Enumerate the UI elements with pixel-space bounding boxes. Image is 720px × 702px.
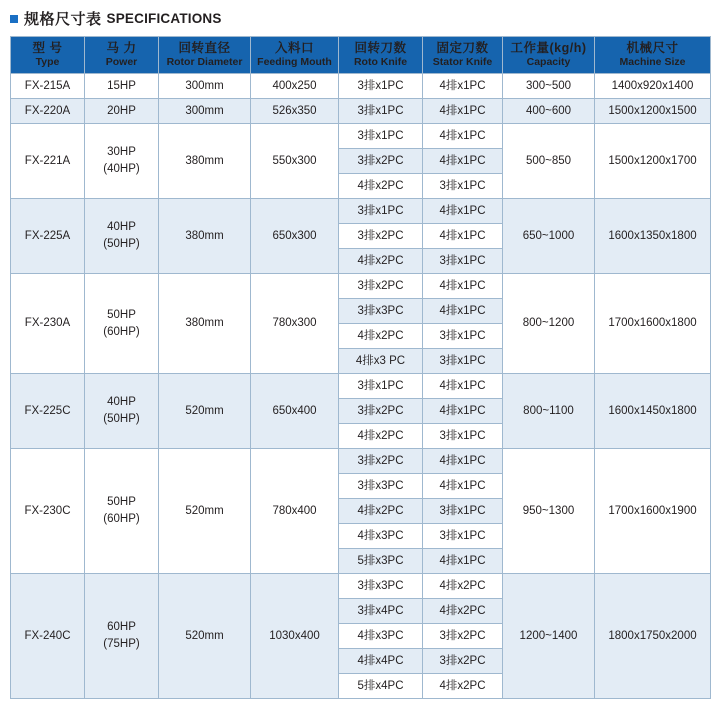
cell-roto-knife: 4排x4PC	[339, 649, 423, 674]
cell-roto-knife: 3排x2PC	[339, 449, 423, 474]
cell-roto-knife: 4排x2PC	[339, 499, 423, 524]
column-header-roto-knife-cn: 回转刀数	[354, 40, 407, 55]
cell-roto-knife: 5排x4PC	[339, 674, 423, 699]
table-row	[11, 74, 711, 99]
table-row	[11, 574, 711, 599]
cell-rotor-diameter: 300mm	[159, 99, 251, 124]
table-header-row	[11, 37, 711, 74]
cell-type: FX-230C	[11, 449, 85, 574]
cell-power: 50HP (60HP)	[85, 274, 159, 374]
cell-stator-knife: 4排x1PC	[423, 399, 503, 424]
page-title-cn: 规格尺寸表	[24, 11, 102, 28]
cell-feeding-mouth: 526x350	[251, 99, 339, 124]
table-row	[11, 274, 711, 299]
cell-roto-knife: 3排x1PC	[339, 124, 423, 149]
cell-power: 15HP	[85, 74, 159, 99]
cell-type: FX-215A	[11, 74, 85, 99]
column-header-machine-size	[595, 37, 711, 74]
cell-roto-knife: 4排x2PC	[339, 249, 423, 274]
cell-capacity: 1200~1400	[503, 574, 595, 699]
cell-rotor-diameter: 380mm	[159, 199, 251, 274]
cell-feeding-mouth: 780x300	[251, 274, 339, 374]
cell-rotor-diameter: 520mm	[159, 449, 251, 574]
table-body	[11, 74, 711, 699]
cell-capacity: 950~1300	[503, 449, 595, 574]
column-header-type-en: Type	[35, 56, 60, 69]
cell-stator-knife: 4排x1PC	[423, 374, 503, 399]
cell-roto-knife: 3排x2PC	[339, 399, 423, 424]
cell-stator-knife: 3排x1PC	[423, 349, 503, 374]
cell-feeding-mouth: 650x400	[251, 374, 339, 449]
cell-rotor-diameter: 520mm	[159, 574, 251, 699]
cell-stator-knife: 4排x1PC	[423, 274, 503, 299]
cell-roto-knife: 5排x3PC	[339, 549, 423, 574]
cell-type: FX-221A	[11, 124, 85, 199]
column-header-stator-knife	[423, 37, 503, 74]
cell-power: 60HP (75HP)	[85, 574, 159, 699]
table-header	[11, 37, 711, 74]
cell-stator-knife: 3排x1PC	[423, 174, 503, 199]
cell-feeding-mouth: 1030x400	[251, 574, 339, 699]
page-title-en: SPECIFICATIONS	[106, 11, 222, 26]
cell-stator-knife: 4排x1PC	[423, 474, 503, 499]
column-header-capacity-en: Capacity	[526, 56, 571, 69]
cell-stator-knife: 3排x2PC	[423, 649, 503, 674]
cell-machine-size: 1500x1200x1500	[595, 99, 711, 124]
cell-machine-size: 1700x1600x1800	[595, 274, 711, 374]
cell-type: FX-220A	[11, 99, 85, 124]
cell-roto-knife: 3排x4PC	[339, 599, 423, 624]
page-title	[0, 0, 720, 36]
cell-stator-knife: 4排x1PC	[423, 99, 503, 124]
table-row	[11, 199, 711, 224]
cell-machine-size: 1600x1350x1800	[595, 199, 711, 274]
cell-roto-knife: 3排x3PC	[339, 299, 423, 324]
cell-machine-size: 1700x1600x1900	[595, 449, 711, 574]
column-header-power-en: Power	[105, 56, 138, 69]
table-row	[11, 374, 711, 399]
cell-stator-knife: 4排x2PC	[423, 599, 503, 624]
cell-roto-knife: 4排x3PC	[339, 524, 423, 549]
column-header-feeding-mouth	[251, 37, 339, 74]
cell-roto-knife: 3排x2PC	[339, 274, 423, 299]
column-header-roto-knife	[339, 37, 423, 74]
cell-type: FX-225C	[11, 374, 85, 449]
cell-capacity: 500~850	[503, 124, 595, 199]
column-header-rotor-diameter-en: Rotor Diameter	[166, 56, 243, 69]
cell-stator-knife: 3排x1PC	[423, 499, 503, 524]
cell-power: 30HP (40HP)	[85, 124, 159, 199]
column-header-feeding-mouth-cn: 入料口	[274, 40, 314, 55]
cell-type: FX-225A	[11, 199, 85, 274]
cell-stator-knife: 3排x1PC	[423, 249, 503, 274]
cell-rotor-diameter: 380mm	[159, 124, 251, 199]
cell-power: 40HP (50HP)	[85, 199, 159, 274]
table-row	[11, 99, 711, 124]
cell-type: FX-230A	[11, 274, 85, 374]
cell-rotor-diameter: 380mm	[159, 274, 251, 374]
cell-rotor-diameter: 300mm	[159, 74, 251, 99]
cell-roto-knife: 4排x3PC	[339, 624, 423, 649]
cell-roto-knife: 4排x2PC	[339, 324, 423, 349]
cell-rotor-diameter: 520mm	[159, 374, 251, 449]
cell-stator-knife: 3排x1PC	[423, 524, 503, 549]
cell-roto-knife: 3排x1PC	[339, 374, 423, 399]
cell-stator-knife: 4排x1PC	[423, 449, 503, 474]
cell-power: 20HP	[85, 99, 159, 124]
column-header-capacity-cn: 工作量(kg/h)	[510, 40, 587, 55]
cell-roto-knife: 3排x1PC	[339, 74, 423, 99]
cell-machine-size: 1600x1450x1800	[595, 374, 711, 449]
cell-capacity: 800~1100	[503, 374, 595, 449]
cell-machine-size: 1800x1750x2000	[595, 574, 711, 699]
column-header-machine-size-cn: 机械尺寸	[626, 40, 679, 55]
cell-stator-knife: 4排x1PC	[423, 299, 503, 324]
cell-stator-knife: 4排x1PC	[423, 149, 503, 174]
cell-stator-knife: 4排x2PC	[423, 674, 503, 699]
cell-capacity: 400~600	[503, 99, 595, 124]
specifications-table	[10, 36, 711, 699]
column-header-type-cn: 型 号	[32, 40, 63, 55]
column-header-power	[85, 37, 159, 74]
column-header-stator-knife-en: Stator Knife	[432, 56, 493, 69]
cell-roto-knife: 4排x2PC	[339, 424, 423, 449]
table-row	[11, 124, 711, 149]
cell-roto-knife: 3排x3PC	[339, 574, 423, 599]
cell-feeding-mouth: 650x300	[251, 199, 339, 274]
cell-roto-knife: 4排x2PC	[339, 174, 423, 199]
cell-machine-size: 1400x920x1400	[595, 74, 711, 99]
cell-roto-knife: 4排x3 PC	[339, 349, 423, 374]
cell-capacity: 650~1000	[503, 199, 595, 274]
cell-stator-knife: 4排x1PC	[423, 74, 503, 99]
cell-roto-knife: 3排x2PC	[339, 224, 423, 249]
cell-machine-size: 1500x1200x1700	[595, 124, 711, 199]
column-header-type	[11, 37, 85, 74]
cell-stator-knife: 3排x1PC	[423, 324, 503, 349]
column-header-stator-knife-cn: 固定刀数	[436, 40, 489, 55]
cell-stator-knife: 3排x2PC	[423, 624, 503, 649]
cell-roto-knife: 3排x3PC	[339, 474, 423, 499]
cell-feeding-mouth: 550x300	[251, 124, 339, 199]
column-header-machine-size-en: Machine Size	[619, 56, 686, 69]
column-header-power-cn: 马 力	[106, 40, 137, 55]
cell-capacity: 800~1200	[503, 274, 595, 374]
cell-roto-knife: 3排x1PC	[339, 99, 423, 124]
column-header-rotor-diameter	[159, 37, 251, 74]
column-header-capacity	[503, 37, 595, 74]
cell-stator-knife: 4排x1PC	[423, 199, 503, 224]
column-header-feeding-mouth-en: Feeding Mouth	[257, 56, 332, 69]
cell-stator-knife: 4排x1PC	[423, 224, 503, 249]
cell-roto-knife: 3排x2PC	[339, 149, 423, 174]
bullet-square-icon	[10, 15, 18, 23]
cell-power: 50HP (60HP)	[85, 449, 159, 574]
cell-roto-knife: 3排x1PC	[339, 199, 423, 224]
cell-stator-knife: 3排x1PC	[423, 424, 503, 449]
cell-stator-knife: 4排x1PC	[423, 549, 503, 574]
column-header-roto-knife-en: Roto Knife	[353, 56, 408, 69]
cell-stator-knife: 4排x1PC	[423, 124, 503, 149]
cell-power: 40HP (50HP)	[85, 374, 159, 449]
cell-feeding-mouth: 400x250	[251, 74, 339, 99]
column-header-rotor-diameter-cn: 回转直径	[178, 40, 231, 55]
cell-capacity: 300~500	[503, 74, 595, 99]
table-row	[11, 449, 711, 474]
cell-stator-knife: 4排x2PC	[423, 574, 503, 599]
cell-type: FX-240C	[11, 574, 85, 699]
cell-feeding-mouth: 780x400	[251, 449, 339, 574]
